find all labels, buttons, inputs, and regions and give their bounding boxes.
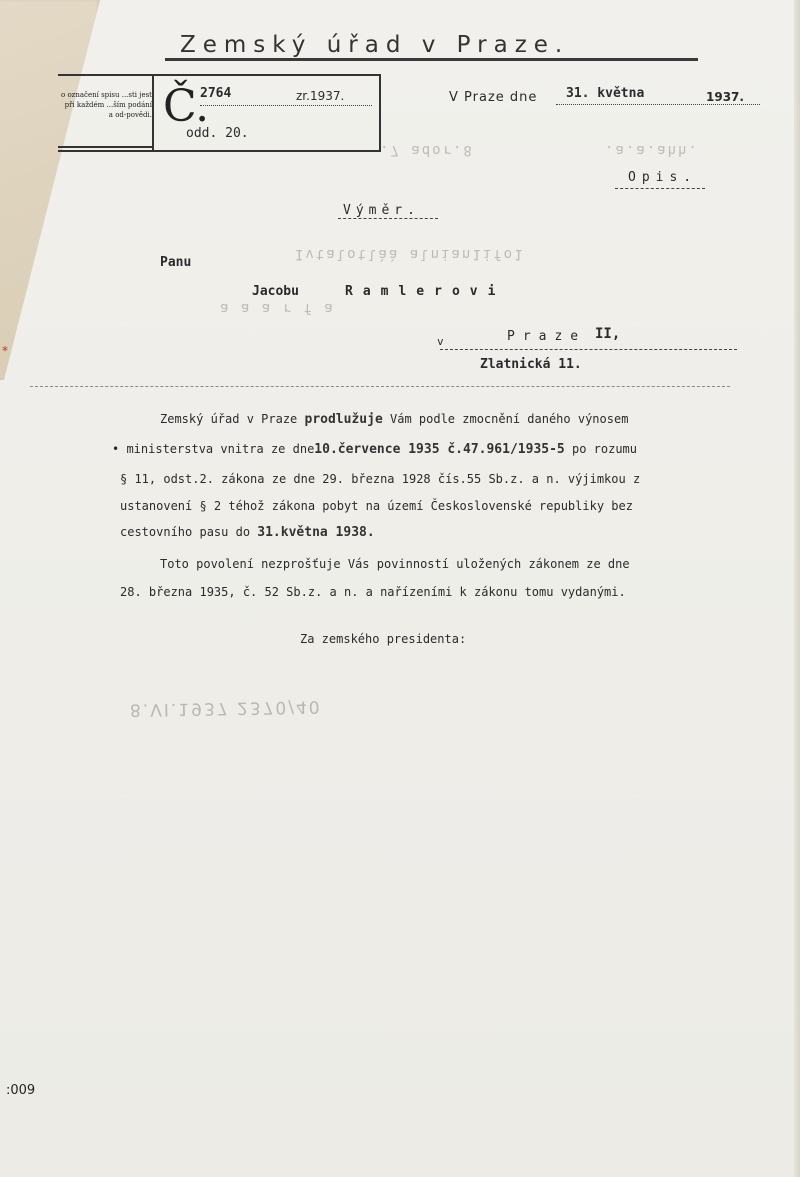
body-line-4: ustanovení § 2 téhož zákona pobyt na území Československé republiky bez [120,499,633,513]
bleed-through-text: .a.a.ahh. [605,142,699,158]
body-text: Vám podle zmocnění daného výnosem [382,412,629,426]
copy-label-rule [615,188,705,189]
body-text: ministerstva vnitra ze dne [126,442,315,456]
date-dotted-line [556,104,760,105]
document-heading: Výměr. [343,203,420,218]
bullet-dot: • [112,442,127,456]
body-line-3: § 11, odst.2. zákona ze dne 29. března 1928 čís.55 Sb.z. a n. výjimkou z [120,472,641,486]
date-prefix: V Praze dne [449,90,538,105]
reference-number: 2764 [200,86,232,101]
body-text: po rozumu [564,442,637,456]
bleed-through-text: a a a r f a [220,300,335,316]
reference-department: odd. 20. [186,126,249,141]
reference-instruction-note: o označení spisu ...sti jest při každém ...ším podání a od-povědi. [61,91,152,119]
street-address: Zlatnická 11. [480,357,582,372]
red-ink-mark: ⁎ [2,340,8,354]
bleed-through-stamp: 8.VI.1937 2370/40 [129,696,322,720]
body-text: cestovního pasu do [120,525,258,539]
addressee-first-name: Jacobu [252,284,299,299]
body-paragraph-2-line-1: Toto povolení nezprošťuje Vás povinností uložených zákonem ze dne [160,557,630,571]
city-district: II, [595,326,621,342]
signature-line: Za zemského presidenta: [300,632,467,646]
typed-insert: 31.května 1938. [257,525,375,540]
city-name: Praze [507,329,587,344]
page-edge-shadow [794,0,800,1177]
number-sign: Č. [163,81,210,132]
reference-dotted-line [200,105,372,106]
section-divider [30,386,730,387]
reference-year: zr.1937. [296,89,345,103]
typed-insert: prodlužuje [304,412,383,427]
city-prefix: v [437,335,444,348]
addressee-last-name: Ramlerovi [345,284,506,299]
copy-label: Opis. [628,170,698,185]
bleed-through-text: .7 ador.8 [380,142,474,158]
body-line-5 [120,525,375,540]
title-rule [165,58,698,61]
bleed-through-text: Ivtalotlàà alnian1ifo1 [295,246,525,262]
page-number: :009 [6,1083,36,1098]
body-line-2 [112,442,637,457]
body-text: Zemský úřad v Praze [160,412,305,426]
address-rule [440,349,737,350]
date-year: 1937. [706,90,744,104]
salutation: Panu [160,255,192,270]
body-paragraph-2-line-2: 28. března 1935, č. 52 Sb.z. a n. a nařízeními k zákonu tomu vydanými. [120,585,626,599]
reference-box-divider [152,74,154,150]
heading-rule [338,218,438,219]
reference-box-bottom-rule [58,146,154,148]
body-line-1 [160,412,628,427]
typed-insert: 10.července 1935 č.47.961/1935-5 [314,442,565,457]
date-day: 31. května [566,86,645,101]
office-title: Zemský úřad v Praze. [180,32,570,58]
